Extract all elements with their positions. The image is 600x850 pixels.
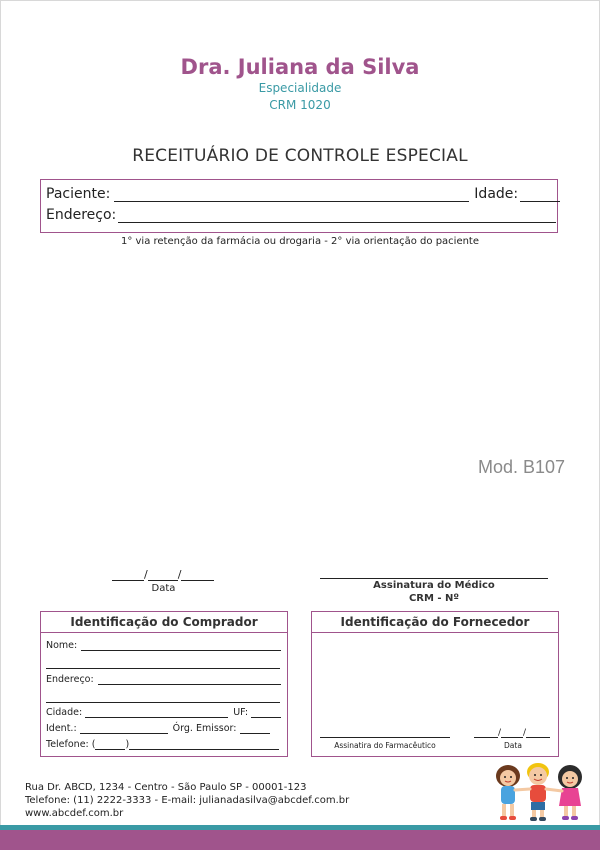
address-field[interactable] <box>118 208 556 223</box>
buyer-phone-label: Telefone: ( <box>46 739 96 750</box>
date-day-line[interactable] <box>112 570 144 581</box>
child-left-icon <box>496 765 520 820</box>
buyer-city-row <box>46 707 281 718</box>
buyer-address-row <box>46 674 281 685</box>
child-right-icon <box>558 765 582 820</box>
date-separator: / <box>144 568 148 581</box>
footer-address: Rua Dr. ABCD, 1234 - Centro - São Paulo SP - 00001-123 <box>25 782 307 793</box>
doctor-signature-line[interactable] <box>320 578 548 579</box>
address-row <box>46 207 556 223</box>
age-label: Idade: <box>474 186 519 202</box>
buyer-phone-field[interactable] <box>129 739 279 750</box>
crm-number: CRM 1020 <box>269 98 331 112</box>
patient-label: Paciente: <box>46 186 111 202</box>
buyer-address-field[interactable] <box>98 674 281 685</box>
footer-bar-purple <box>0 830 600 850</box>
buyer-ident-label: Ident.: <box>46 723 77 734</box>
footer-website[interactable]: www.abcdef.com.br <box>25 808 124 819</box>
document-title: RECEITUÁRIO DE CONTROLE ESPECIAL <box>132 146 468 166</box>
date-month-line[interactable] <box>148 570 178 581</box>
doctor-signature-label: Assinatura do Médico <box>373 580 495 591</box>
buyer-city-field[interactable] <box>85 707 228 718</box>
patient-name-field[interactable] <box>114 187 469 202</box>
doctor-name: Dra. Juliana da Silva <box>180 55 420 79</box>
address-label: Endereço: <box>46 207 117 223</box>
supplier-card-title: Identificação do Fornecedor <box>312 612 558 633</box>
supplier-date-month-line[interactable] <box>501 727 523 738</box>
supplier-date-field[interactable] <box>474 727 550 738</box>
supplier-date-day-line[interactable] <box>474 727 498 738</box>
pharmacist-signature-line[interactable] <box>320 737 450 738</box>
age-field[interactable] <box>520 187 560 202</box>
buyer-phone-close: ) <box>125 739 130 750</box>
buyer-phone-area-field[interactable] <box>95 739 125 750</box>
patient-row <box>46 186 560 202</box>
doctor-crm-label: CRM - Nº <box>408 593 460 604</box>
buyer-uf-field[interactable] <box>251 707 281 718</box>
date-year-line[interactable] <box>181 570 214 581</box>
supplier-card <box>311 611 559 757</box>
child-middle-icon <box>527 763 549 821</box>
buyer-name-row-2 <box>46 658 280 669</box>
supplier-date-label: Data <box>504 741 522 750</box>
pharmacist-signature-label: Assinatira do Farmacêutico <box>334 741 436 750</box>
buyer-uf-label: UF: <box>233 707 249 718</box>
buyer-ident-row <box>46 723 270 734</box>
via-note: 1° via retenção da farmácia ou drogaria - 2° via orientação do paciente <box>120 236 480 247</box>
buyer-address-row-2 <box>46 692 280 703</box>
buyer-address-field-2[interactable] <box>46 692 280 703</box>
date-separator: / <box>498 728 502 738</box>
buyer-name-row <box>46 640 281 651</box>
children-illustration <box>492 762 587 824</box>
buyer-phone-row <box>46 739 279 750</box>
supplier-date-year-line[interactable] <box>526 727 550 738</box>
date-separator: / <box>523 728 527 738</box>
date-label: Data <box>151 583 176 594</box>
buyer-city-label: Cidade: <box>46 707 83 718</box>
buyer-name-label: Nome: <box>46 640 78 651</box>
buyer-ident-field[interactable] <box>80 723 168 734</box>
footer-contact: Telefone: (11) 2222-3333 - E-mail: julianadasilva@abcdef.com.br <box>25 795 350 806</box>
date-separator: / <box>177 568 182 581</box>
buyer-card-title: Identificação do Comprador <box>41 612 287 633</box>
model-code: Mod. B107 <box>478 457 566 477</box>
patient-box <box>40 179 558 233</box>
buyer-card <box>40 611 288 757</box>
prescription-date-field[interactable] <box>112 568 214 581</box>
buyer-address-label: Endereço: <box>46 674 94 685</box>
specialty: Especialidade <box>258 81 342 95</box>
buyer-issuer-label: Órg. Emissor: <box>172 723 237 734</box>
buyer-issuer-field[interactable] <box>240 723 270 734</box>
buyer-name-field-2[interactable] <box>46 658 280 669</box>
buyer-name-field[interactable] <box>81 640 281 651</box>
